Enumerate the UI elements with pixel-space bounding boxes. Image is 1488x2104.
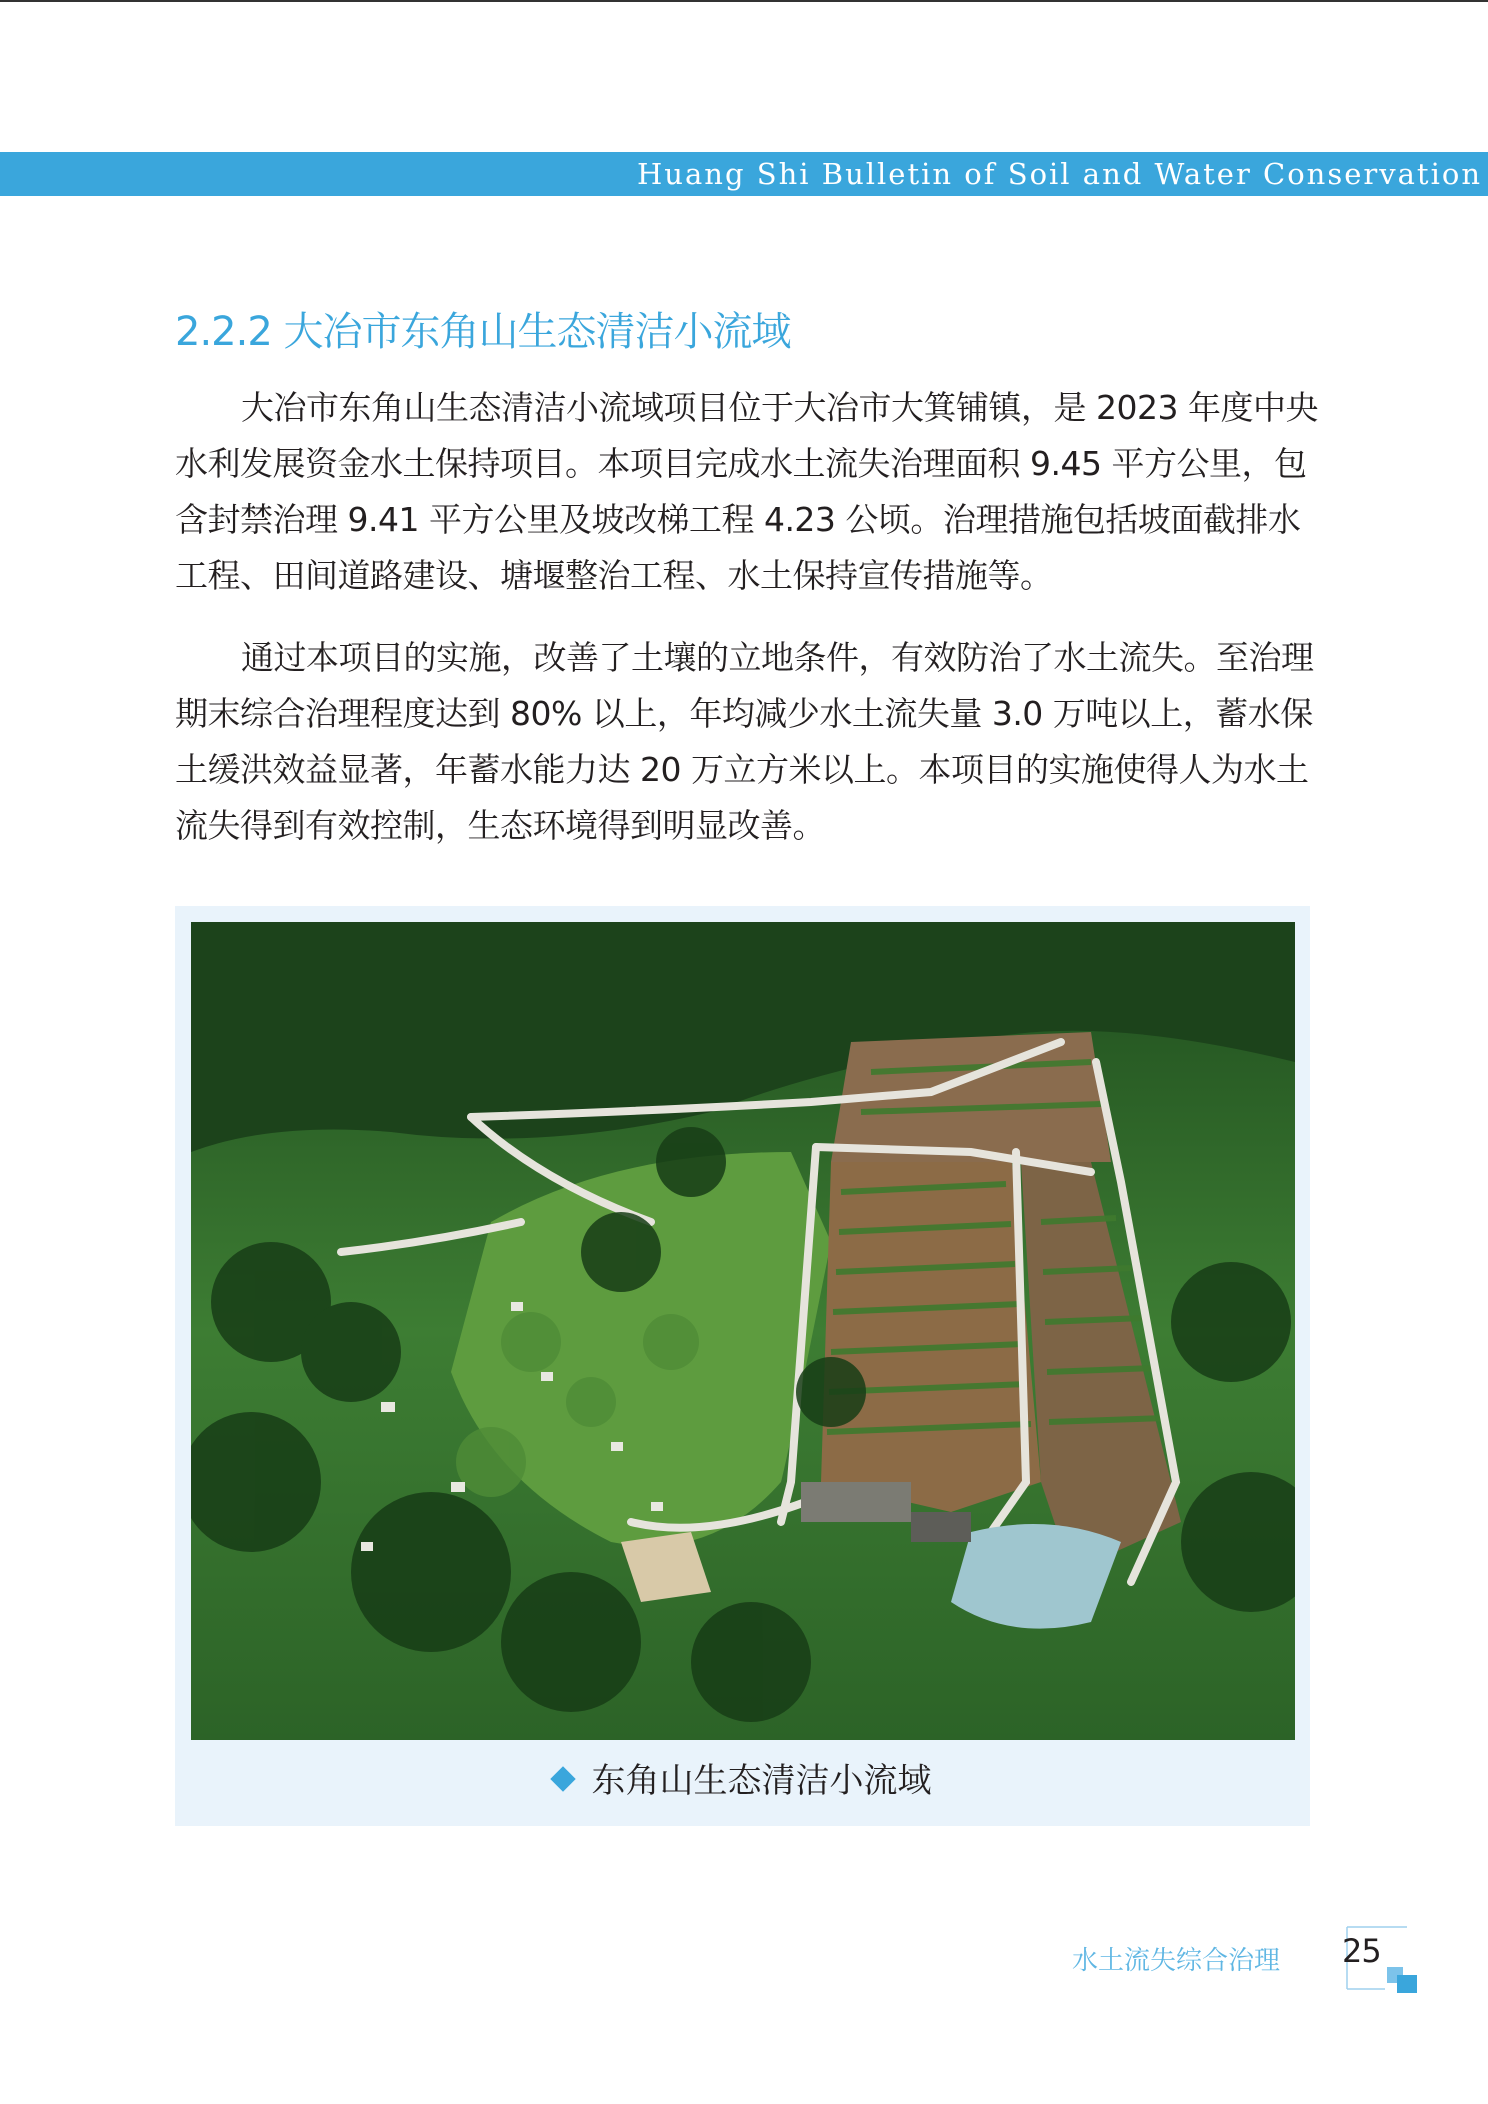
- journal-banner: Huang Shi Bulletin of Soil and Water Conservation: [0, 152, 1488, 196]
- figure-box: [175, 906, 1310, 1826]
- page-number: 25: [1342, 1932, 1381, 1970]
- aerial-photo: [191, 922, 1295, 1740]
- figure-caption: [175, 1756, 1310, 1806]
- caption-text: 东角山生态清洁小流域: [591, 1761, 932, 1801]
- body-paragraph-2: 通过本项目的实施，改善了土壤的立地条件，有效防治了水土流失。至治理期末综合治理程度达到 80% 以上，年均减少水土流失量 3.0 万吨以上，蓄水保土缓洪效益显著，年蓄水能力达 20 万立方米以上。本项目的实施使得人为水土流失得到有效控制，生态环境得到明显改善。: [175, 638, 1314, 845]
- body-paragraph-1: 大冶市东角山生态清洁小流域项目位于大冶市大箕铺镇，是 2023 年度中央水利发展资金水土保持项目。本项目完成水土流失治理面积 9.45 平方公里，包含封禁治理 9.41 平方公里及坡改梯工程 4.23 公顷。治理措施包括坡面截排水工程、田间道路建设、塘堰整治工程、水土保持宣传措施等。: [175, 388, 1318, 595]
- section-title: 2.2.2 大冶市东角山生态清洁小流域: [175, 309, 791, 355]
- footer-section-label: 水土流失综合治理: [1072, 1946, 1281, 1976]
- top-rule: [0, 0, 1488, 2]
- diamond-bullet-icon: [550, 1766, 575, 1791]
